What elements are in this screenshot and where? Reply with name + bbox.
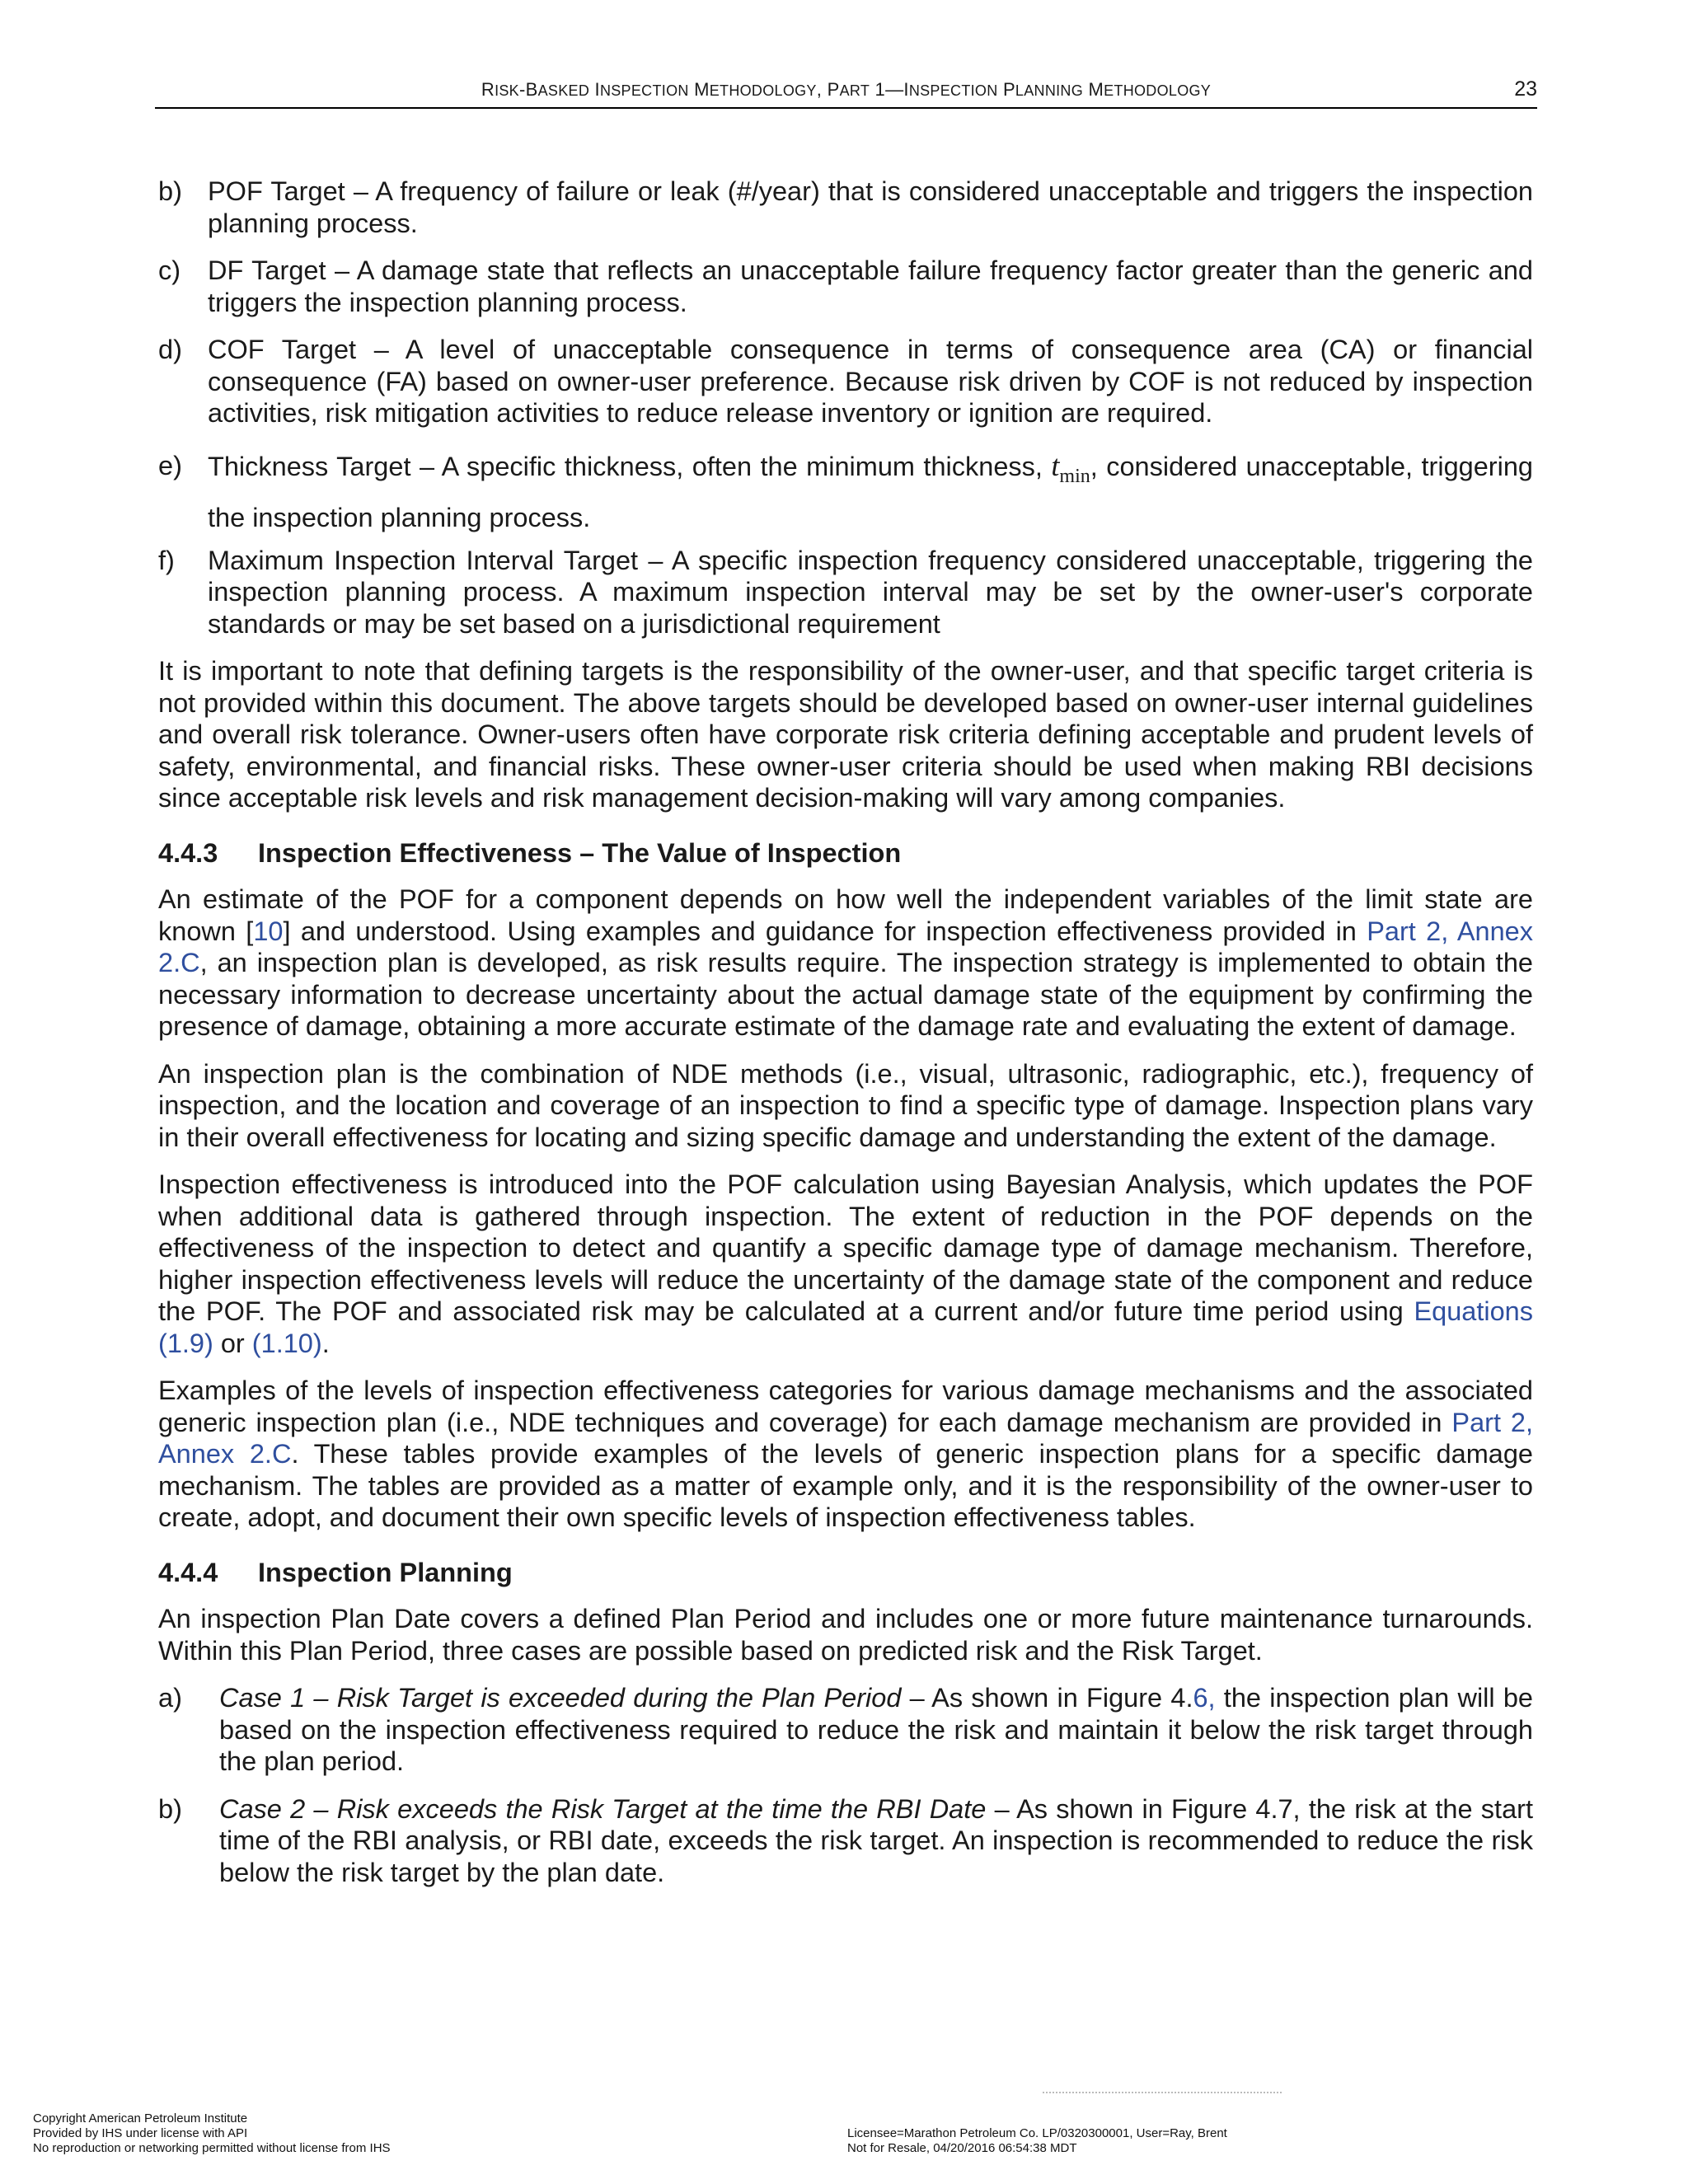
- running-title: RISK-BASKED INSPECTION METHODOLOGY, PART 1—INSPECTION PLANNING METHODOLOGY: [481, 79, 1212, 100]
- section-heading-4-4-3: 4.4.3 Inspection Effectiveness – The Value of Inspection: [158, 837, 902, 868]
- list-item-case-2: b) Case 2 – Risk exceeds the Risk Target at the time the RBI Date – As shown in Figure 4.7, the risk at the start time of the RBI analysis, or RBI date, exceeds the risk target. An inspection is recommended to reduce the risk below the risk target by the plan date.: [158, 1793, 1533, 1887]
- t-min-symbol: $t_{min}$: [1051, 448, 1090, 487]
- list-item-thickness-target: e) Thickness Target – A specific thickness, often the minimum thickness, $t_{min}$, considered unacceptable, triggering the inspection planning process.: [158, 448, 1534, 532]
- list-item-cof-target: d) COF Target – A level of unacceptable consequence in terms of consequence area (CA) or financial consequence (FA) based on owner-user preference. Because risk driven by COF is not reduced by inspection activities, risk mitigation activities to reduce release inventory or ignition are required.: [158, 335, 1533, 428]
- list-item-case-1: a) Case 1 – Risk Target is exceeded during the Plan Period – As shown in Figure 4.6, the inspection plan will be based on the inspection effectiveness required to reduce the risk and maintain it below the risk target through the plan period.: [158, 1683, 1533, 1777]
- list-item-df-target: c) DF Target – A damage state that reflects an unacceptable failure frequency factor greater than the generic and triggers the inspection planning process.: [158, 255, 1533, 317]
- list-item-text: POF Target – A frequency of failure or leak (#/year) that is considered unacceptable and triggers the inspection planning process.: [208, 176, 1533, 238]
- equation-1-10-link[interactable]: (1.10): [251, 1328, 322, 1358]
- paragraph-targets-note: It is important to note that defining targets is the responsibility of the owner-user, and that specific target criteria is not provided within this document. The above targets should be developed based on owner-user internal guidelines and overall risk tolerance. Owner-users often have corporate risk criteria defining acceptable and prudent levels of safety, environmental, and financial risks. These owner-user criteria should be used when making RBI decisions since acceptable risk levels and risk management decision-making will vary among companies.: [158, 656, 1533, 813]
- list-item-text: COF Target – A level of unacceptable consequence in terms of consequence area (CA) or financial consequence (FA) based on owner-user preference. Because risk driven by COF is not reduced by inspection activities, risk mitigation activities to reduce release inventory or ignition are required.: [208, 335, 1533, 428]
- paragraph-examples: Examples of the levels of inspection effectiveness categories for various damage mechanisms and the associated generic inspection plan (i.e., NDE techniques and coverage) for each damage mechanism are provided in Part 2, Annex 2.C. These tables provide examples of the levels of generic inspection plans for a specific damage mechanism. The tables are provided as a matter of example only, and it is the responsibility of the owner-user to create, adopt, and document their own specific levels of inspection effectiveness tables.: [158, 1376, 1533, 1533]
- page-number: 23: [1514, 77, 1537, 101]
- section-heading-4-4-4: 4.4.4 Inspection Planning: [158, 1557, 513, 1587]
- page-body: [158, 176, 1533, 1904]
- paragraph-pof-estimate: An estimate of the POF for a component depends on how well the independent variables of the limit state are known [10] and understood. Using examples and guidance for inspection effectiveness provided in Part 2, Annex 2.C, an inspection plan is developed, as risk results require. The inspection strategy is implemented to obtain the necessary information to decrease uncertainty about the actual damage state of the equipment by confirming the presence of damage, obtaining a more accurate estimate of the damage rate and evaluating the extent of damage.: [158, 884, 1533, 1042]
- list-item-max-interval-target: f) Maximum Inspection Interval Target – A specific inspection frequency considered unacceptable, triggering the inspection planning process. A maximum inspection interval may be set by the owner-user's corporate standards or may be set based on a jurisdictional requirement: [158, 545, 1533, 639]
- footer-copyright: Copyright American Petroleum Institute Provided by IHS under license with API No reproduction or networking permitted without license from IHS: [33, 2111, 391, 2155]
- equation-1-9-link[interactable]: Equations (1.9): [158, 1296, 1533, 1358]
- figure-4-6-link[interactable]: 6,: [1193, 1683, 1216, 1713]
- paragraph-plan-date: An inspection Plan Date covers a defined Plan Period and includes one or more future maintenance turnarounds. Within this Plan Period, three cases are possible based on predicted risk and the Risk Target.: [158, 1604, 1533, 1666]
- annex-2c-link[interactable]: Part 2, Annex 2.C: [158, 916, 1533, 978]
- annex-2c-link[interactable]: Part 2, Annex 2.C: [158, 1407, 1533, 1469]
- list-item-text: Maximum Inspection Interval Target – A specific inspection frequency considered unacceptable, triggering the inspection planning process. A maximum inspection interval may be set by the owner-user's corporate standards or may be set based on a jurisdictional requirement: [208, 545, 1533, 639]
- reference-link-10[interactable]: 10: [253, 916, 284, 946]
- list-item-pof-target: b) POF Target – A frequency of failure or leak (#/year) that is considered unacceptable and triggers the inspection planning process.: [158, 176, 1533, 238]
- list-item-text: DF Target – A damage state that reflects an unacceptable failure frequency factor greater than the generic and triggers the inspection planning process.: [208, 255, 1533, 317]
- paragraph-inspection-plan: An inspection plan is the combination of NDE methods (i.e., visual, ultrasonic, radiographic, etc.), frequency of inspection, and the location and coverage of an inspection to find a specific type of damage. Inspection plans vary in their overall effectiveness for locating and sizing specific damage and understanding the extent of the damage.: [158, 1058, 1533, 1152]
- footer-divider: [1043, 2092, 1282, 2097]
- paragraph-bayesian: Inspection effectiveness is introduced into the POF calculation using Bayesian Analysis, which updates the POF when additional data is gathered through inspection. The extent of reduction in the POF depends on the effectiveness of the inspection to detect and quantify a specific damage type of damage mechanism. Therefore, higher inspection effectiveness levels will reduce the uncertainty of the damage state of the component and reduce the POF. The POF and associated risk may be calculated at a current and/or future time period using Equations (1.9) or (1.10).: [158, 1169, 1533, 1358]
- page-header: [155, 79, 1537, 109]
- footer-license: Licensee=Marathon Petroleum Co. LP/0320300001, User=Ray, Brent Not for Resale, 04/20/2016 06:54:38 MDT: [847, 2126, 1227, 2155]
